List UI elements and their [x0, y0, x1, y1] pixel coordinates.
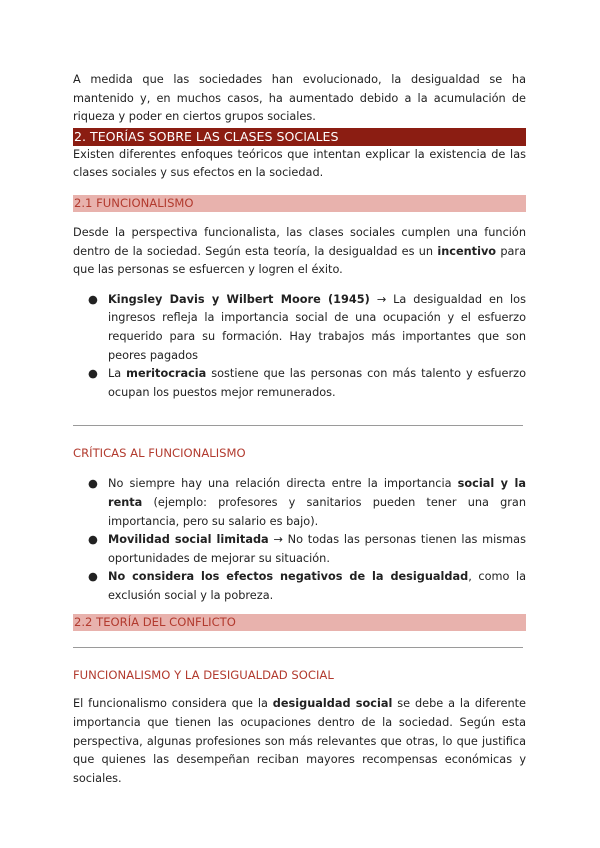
section-heading-funcionalismo: 2.1 FUNCIONALISMO [73, 195, 526, 212]
bullet-icon: ● [88, 292, 98, 306]
bullet-icon: ● [88, 570, 98, 584]
divider [73, 425, 523, 426]
funcionalismo-bullet-list [73, 291, 526, 403]
section-intro-paragraph: Existen diferentes enfoques teóricos que intentan explicar la existencia de las clases sociales y sus efectos en la sociedad. [73, 147, 526, 180]
list-item: ● Kingsley Davis y Wilbert Moore (1945) → La desigualdad en los ingresos refleja la importancia social de una ocupación y el esfuerzo requerido para su formación. Hay trabajos más importantes que son peores pagados [88, 292, 526, 362]
divider [73, 647, 523, 648]
bold-term: desigualdad social [272, 697, 393, 711]
list-item: ● No considera los efectos negativos de la desigualdad, como la exclusión social y la pobreza. [88, 570, 527, 602]
heading-funcionalismo-desigualdad: FUNCIONALISMO Y LA DESIGUALDAD SOCIAL [73, 668, 334, 683]
bullet-icon: ● [88, 367, 98, 381]
criticas-bullet-list [73, 475, 526, 605]
document-page [73, 71, 526, 788]
bullet-icon: ● [88, 533, 98, 547]
list-item: ● Movilidad social limitada → No todas las personas tienen las mismas oportunidades de mejorar su situación. [88, 533, 526, 565]
intro-paragraph: A medida que las sociedades han evolucionado, la desigualdad se ha mantenido y, en muchos casos, ha aumentado debido a la acumulación de riqueza y poder en ciertos grupos sociales. [73, 73, 526, 124]
funcionalismo-desigualdad-paragraph: El funcionalismo considera que la desigualdad social se debe a la diferente importancia que tienen las ocupaciones dentro de la sociedad. Según esta perspectiva, algunas profesiones son más relevantes que otras, lo que justifica que quienes las desempeñan reciban mayores recompensas económicas y sociales. [73, 697, 527, 785]
section-heading-conflicto: 2.2 TEORÍA DEL CONFLICTO [73, 614, 526, 631]
list-item: ● No siempre hay una relación directa entre la importancia social y la renta (ejemplo: profesores y sanitarios pueden tener una gran importancia, pero su salario es bajo). [88, 477, 526, 528]
bold-term: incentivo [437, 244, 497, 258]
list-item: ● La meritocracia sostiene que las personas con más talento y esfuerzo ocupan los puestos mejor remunerados. [88, 367, 526, 399]
section-heading-teorias: 2. TEORÍAS SOBRE LAS CLASES SOCIALES [73, 128, 526, 146]
heading-criticas: CRÍTICAS AL FUNCIONALISMO [73, 446, 246, 461]
funcionalismo-paragraph: Desde la perspectiva funcionalista, las clases sociales cumplen una función dentro de la sociedad. Según esta teoría, la desigualdad es un incentivo para que las personas se esfuercen y logren el éxito. [73, 225, 526, 277]
bullet-icon: ● [88, 477, 98, 491]
